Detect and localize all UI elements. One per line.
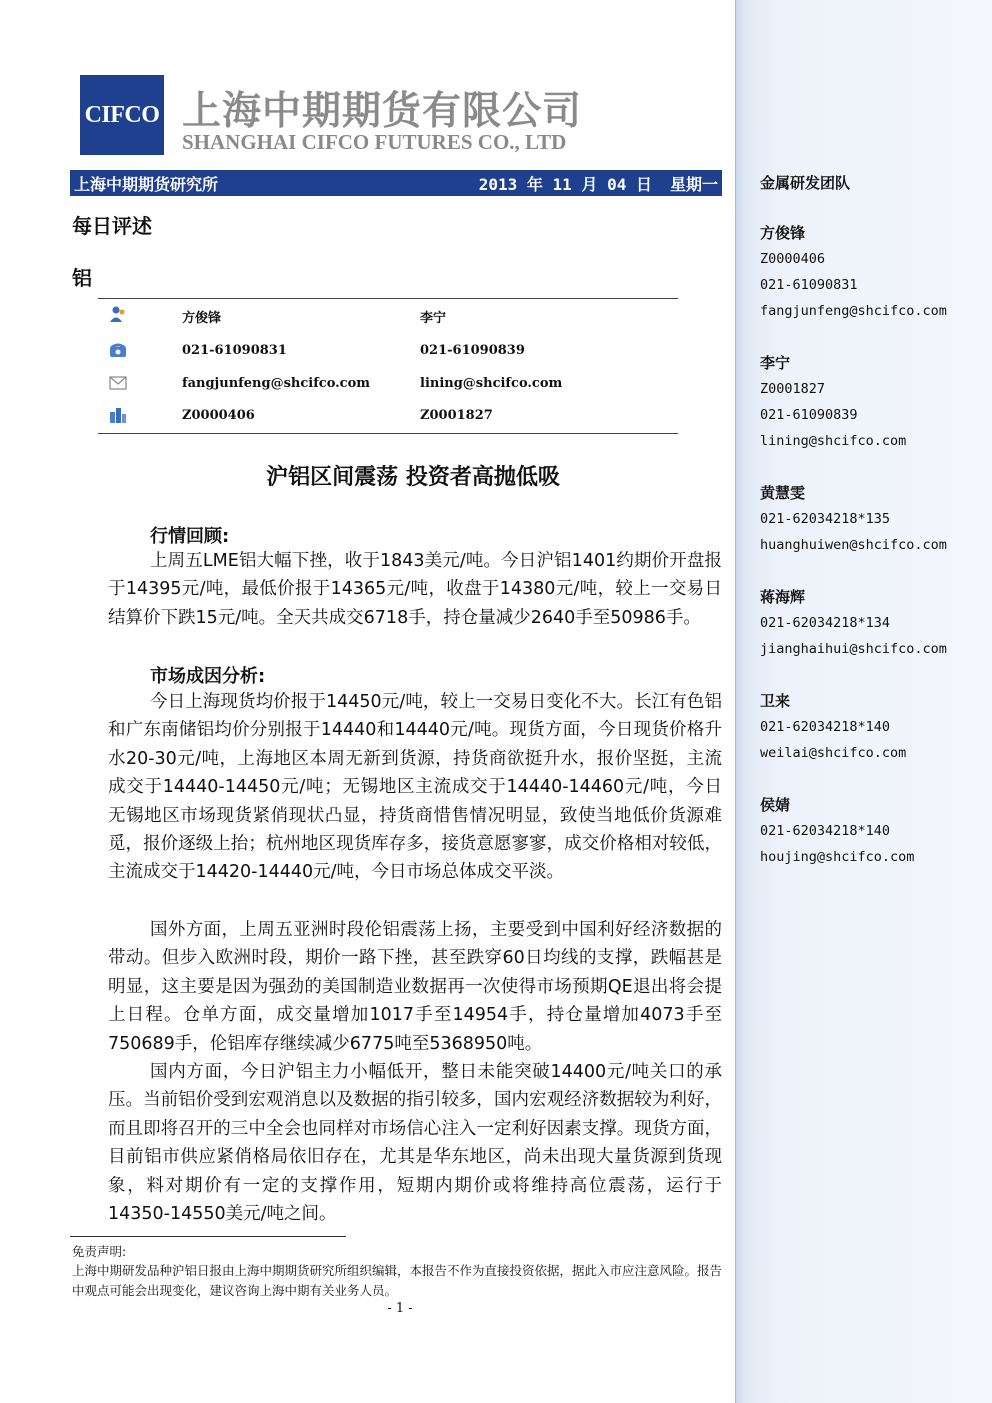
contact-phone-2: 021-61090839 xyxy=(420,343,525,358)
member-phone: 021-62034218*140 xyxy=(760,823,891,839)
member-phone: 021-62034218*140 xyxy=(760,719,891,735)
member-id: Z0000406 xyxy=(760,251,826,267)
member-name: 方俊锋 xyxy=(760,224,806,242)
paragraph-market-review: 上周五LME铝大幅下挫，收于1843美元/吨。今日沪铝1401约期价开盘报于14395元/吨，最低价报于14365元/吨，收盘于14380元/吨，较上一交易日结算价下跌15元/吨。全天共成交6718手，持仓量减少2640手至50986手。 xyxy=(108,551,722,628)
section-heading-market-review: 行情回顾: xyxy=(150,526,230,547)
section-heading-market-analysis: 市场成因分析: xyxy=(150,666,266,687)
member-block xyxy=(760,792,914,870)
member-name: 黄慧雯 xyxy=(760,484,806,502)
member-block xyxy=(760,220,947,324)
logo-text: CIFCO xyxy=(84,101,160,128)
company-name-cn: 上海中期期货有限公司 xyxy=(182,89,583,134)
member-email[interactable]: houjing@shcifco.com xyxy=(760,849,915,865)
contact-email-1[interactable]: fangjunfeng@shcifco.com xyxy=(182,376,371,391)
member-block xyxy=(760,480,947,558)
contact-phone-1: 021-61090831 xyxy=(182,343,287,358)
contact-id-2: Z0001827 xyxy=(420,408,493,423)
member-block xyxy=(760,350,906,454)
member-phone: 021-62034218*135 xyxy=(760,511,891,527)
member-phone: 021-62034218*134 xyxy=(760,615,891,631)
member-name: 卫来 xyxy=(760,692,791,710)
member-phone: 021-61090831 xyxy=(760,277,858,293)
member-email[interactable]: fangjunfeng@shcifco.com xyxy=(760,303,947,319)
company-name-en: SHANGHAI CIFCO FUTURES CO., LTD xyxy=(182,130,567,154)
commodity-label: 铝 xyxy=(72,266,92,290)
contact-name-1: 方俊锋 xyxy=(182,311,222,326)
member-name: 侯婧 xyxy=(760,796,791,814)
paragraph-spot-market: 今日上海现货均价报于14450元/吨，较上一交易日变化不大。长江有色铝和广东南储铝均价分别报于14440和14440元/吨。现货方面，今日现货价格升水20-30元/吨，上海地区本周无新到货源，持货商欲挺升水，报价坚挺，主流成交于14440-14450元/吨；无锡地区主流成交于14440-14460元/吨，今日无锡地区市场现货紧俏现状凸显，持货商惜售情况明显，致使当地低价货源难觅，报价逐级上抬；杭州地区现货库存多，接货意愿寥寥，成交价格相对较低，主流成交于14420-14440元/吨，今日市场总体成交平淡。 xyxy=(108,692,722,883)
member-email[interactable]: huanghuiwen@shcifco.com xyxy=(760,537,947,553)
report-date: 2013 年 11 月 04 日 xyxy=(478,174,652,194)
report-date-group xyxy=(479,172,718,195)
contact-row-name xyxy=(98,305,678,327)
member-email[interactable]: weilai@shcifco.com xyxy=(760,745,907,761)
phone-icon xyxy=(108,341,128,359)
contact-row-id xyxy=(98,406,678,428)
section-title: 每日评述 xyxy=(72,214,152,238)
article-title: 沪铝区间震荡 投资者高抛低吸 xyxy=(266,465,560,490)
member-email[interactable]: lining@shcifco.com xyxy=(760,433,907,449)
header-bar xyxy=(70,170,722,196)
company-logo xyxy=(80,75,164,155)
footer-divider xyxy=(70,1236,346,1237)
member-name: 李宁 xyxy=(760,354,791,372)
member-id: Z0001827 xyxy=(760,381,826,397)
member-email[interactable]: jianghaihui@shcifco.com xyxy=(760,641,947,657)
contact-id-1: Z0000406 xyxy=(182,408,255,423)
disclaimer-text: 上海中期研发品种沪铝日报由上海中期期货研究所组织编辑，本报告不作为直接投资依据，据此入市应注意风险。报告中观点可能会出现变化，建议咨询上海中期有关业务人员。 xyxy=(72,1263,723,1298)
building-icon xyxy=(108,406,128,424)
page-number: - 1 - xyxy=(387,1301,413,1316)
team-title: 金属研发团队 xyxy=(760,174,851,192)
paragraph-domestic: 国内方面，今日沪铝主力小幅低开，整日未能突破14400元/吨关口的承压。当前铝价受到宏观消息以及数据的指引较多，国内宏观经济数据较为利好，而且即将召开的三中全会也同样对市场信心注入一定利好因素支撑。现货方面，目前铝市供应紧俏格局依旧存在，尤其是华东地区，尚未出现大量货源到货现象，料对期价有一定的支撑作用，短期内期价或将维持高位震荡，运行于14350-14550美元/吨之间。 xyxy=(108,1062,722,1225)
institute-name: 上海中期期货研究所 xyxy=(74,174,219,194)
paragraph-overseas: 国外方面，上周五亚洲时段伦铝震荡上扬，主要受到中国利好经济数据的带动。但步入欧洲时段，期价一路下挫，甚至跌穿60日均线的支撑，跌幅甚是明显，这主要是因为强劲的美国制造业数据再一次使得市场预期QE退出将会提上日程。仓单方面，成交量增加1017手至14954手，持仓量增加4073手至750689手，伦铝库存继续减少6775吨至5368950吨。 xyxy=(108,920,722,1054)
report-weekday: 星期一 xyxy=(669,174,718,194)
contact-name-2: 李宁 xyxy=(420,311,447,326)
contact-row-email xyxy=(98,374,678,396)
contact-email-2[interactable]: lining@shcifco.com xyxy=(420,376,563,391)
disclaimer-heading: 免责声明: xyxy=(72,1244,127,1259)
person-icon xyxy=(108,305,128,323)
member-block xyxy=(760,584,947,662)
team-sidebar xyxy=(735,0,992,1403)
member-name: 蒋海辉 xyxy=(760,588,806,606)
member-phone: 021-61090839 xyxy=(760,407,858,423)
mail-icon xyxy=(108,374,128,392)
member-block xyxy=(760,688,906,766)
contact-row-phone xyxy=(98,341,678,363)
contact-table xyxy=(98,298,678,434)
